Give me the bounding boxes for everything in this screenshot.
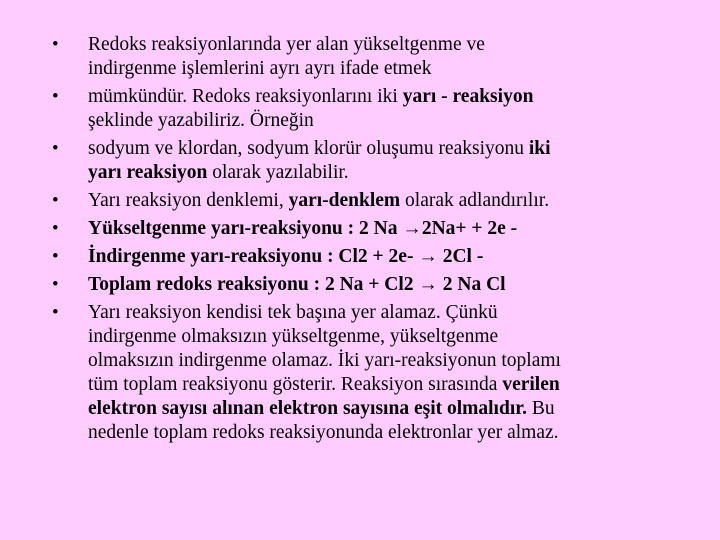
bullet-line bbox=[88, 325, 682, 349]
bullet-line bbox=[88, 217, 682, 241]
body-text: olarak adlandırılır. bbox=[400, 190, 550, 211]
bullet-line bbox=[88, 421, 682, 445]
bullet-dot-icon: • bbox=[52, 138, 59, 159]
bold-text: yarı reaksiyon bbox=[88, 162, 208, 183]
bullet-line bbox=[88, 273, 682, 297]
bullet-dot-icon: • bbox=[52, 34, 59, 55]
bullet-dot-icon: • bbox=[52, 246, 59, 267]
bold-text: Toplam redoks reaksiyonu : 2 Na + Cl2 → 2 Na Cl bbox=[88, 274, 506, 295]
body-text: Yarı reaksiyon denklemi, bbox=[88, 190, 289, 211]
body-text: olarak yazılabilir. bbox=[207, 162, 349, 183]
bullet-item bbox=[52, 273, 682, 297]
body-text: şeklinde yazabiliriz. Örneğin bbox=[88, 110, 314, 131]
bullet-line bbox=[88, 85, 682, 109]
body-text: indirgenme işlemlerini ayrı ayrı ifade etmek bbox=[88, 58, 432, 79]
body-text: olmaksızın indirgenme olamaz. İki yarı-reaksiyonun toplamı bbox=[88, 350, 561, 371]
bold-text: elektron sayısı alınan elektron sayısına eşit olmalıdır. bbox=[88, 398, 527, 419]
body-text: tüm toplam reaksiyonu gösterir. Reaksiyon sırasında bbox=[88, 374, 503, 395]
body-text: mümkündür. Redoks reaksiyonlarını iki bbox=[88, 86, 403, 107]
body-text: Redoks reaksiyonlarında yer alan yükseltgenme ve bbox=[88, 34, 485, 55]
bullet-line bbox=[88, 57, 682, 81]
bullet-item bbox=[52, 301, 682, 445]
body-text: nedenle toplam redoks reaksiyonunda elektronlar yer almaz. bbox=[88, 422, 559, 443]
bullet-list bbox=[52, 33, 682, 449]
bold-text: yarı - reaksiyon bbox=[402, 86, 534, 107]
bullet-line bbox=[88, 397, 682, 421]
bullet-item bbox=[52, 217, 682, 241]
bullet-item bbox=[52, 85, 682, 133]
bullet-line bbox=[88, 161, 682, 185]
bullet-item bbox=[52, 33, 682, 81]
bold-text: iki bbox=[528, 138, 551, 159]
bullet-item bbox=[52, 137, 682, 185]
body-text: Bu bbox=[526, 398, 555, 419]
bullet-line bbox=[88, 245, 682, 269]
bullet-dot-icon: • bbox=[52, 218, 59, 239]
bullet-line bbox=[88, 301, 682, 325]
bullet-dot-icon: • bbox=[52, 86, 59, 107]
bullet-line bbox=[88, 137, 682, 161]
bullet-item bbox=[52, 245, 682, 269]
bullet-line bbox=[88, 189, 682, 213]
bold-text: Yükseltgenme yarı-reaksiyonu : 2 Na →2Na+ + 2e - bbox=[88, 218, 518, 239]
bullet-line bbox=[88, 109, 682, 133]
bullet-line bbox=[88, 349, 682, 373]
bullet-dot-icon: • bbox=[52, 274, 59, 295]
bullet-line bbox=[88, 373, 682, 397]
bullet-dot-icon: • bbox=[52, 190, 59, 211]
bold-text: verilen bbox=[502, 374, 560, 395]
bold-text: İndirgenme yarı-reaksiyonu : Cl2 + 2e- → 2Cl - bbox=[88, 246, 484, 267]
bullet-line bbox=[88, 33, 682, 57]
body-text: sodyum ve klordan, sodyum klorür oluşumu reaksiyonu bbox=[88, 138, 529, 159]
bullet-dot-icon: • bbox=[52, 302, 59, 323]
bold-text: yarı-denklem bbox=[288, 190, 401, 211]
body-text: indirgenme olmaksızın yükseltgenme, yükseltgenme bbox=[88, 326, 499, 347]
body-text: Yarı reaksiyon kendisi tek başına yer alamaz. Çünkü bbox=[88, 302, 498, 323]
bullet-item bbox=[52, 189, 682, 213]
